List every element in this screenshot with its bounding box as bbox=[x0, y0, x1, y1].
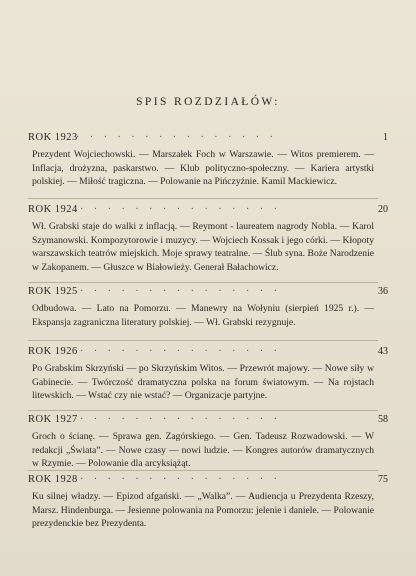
dot-leader: · · · · · · · · · · · · · · · bbox=[80, 414, 281, 425]
toc-entry-header bbox=[28, 204, 388, 218]
toc-entry-header bbox=[28, 346, 388, 360]
toc-entry-1928 bbox=[28, 474, 388, 531]
toc-year-label: ROK 1923 bbox=[28, 132, 78, 143]
section-divider bbox=[28, 340, 378, 341]
toc-page-number: 20 bbox=[378, 204, 388, 215]
dot-leader: · · · · · · · · · · · · · · · bbox=[80, 474, 281, 485]
toc-entry-1925 bbox=[28, 286, 388, 329]
toc-entry-header bbox=[28, 474, 388, 488]
toc-entry-1924 bbox=[28, 204, 388, 274]
toc-page-number: 43 bbox=[378, 346, 388, 357]
toc-entry-header bbox=[28, 414, 388, 428]
toc-entry-header bbox=[28, 286, 388, 300]
toc-entry-header bbox=[28, 132, 388, 146]
section-divider bbox=[28, 198, 378, 199]
page-heading: SPIS ROZDZIAŁÓW: bbox=[136, 96, 280, 108]
dot-leader: · · · · · · · · · · · · · · · bbox=[80, 204, 281, 215]
dot-leader: · · · · · · · · · · · · · · · bbox=[80, 286, 281, 297]
toc-entry-description: Groch o ścianę. — Sprawa gen. Zagórskiego. — Gen. Tadeusz Rozwadowski. — W redakcji „Świata”. — Nowe czasy — nowi ludzie. — Kongres autorów dramatycznych w Rzymie. — Polowanie dla arcyksiążąt. bbox=[32, 431, 374, 470]
toc-page-number: 1 bbox=[383, 132, 388, 143]
toc-page-number: 58 bbox=[378, 414, 388, 425]
toc-entry-description: Ku silnej władzy. — Epizod afgański. — „Walka”. — Audiencja u Prezydenta Rzeszy, Marsz. Hindenburga. — Jesienne polowania na Pomorzu: jelenie i daniele. — Polowanie prezydenckie bez Prezydenta. bbox=[32, 491, 374, 530]
toc-entry-description: Po Grabskim Skrzyński — po Skrzyńskim Witos. — Przewrót majowy. — Nowe siły w Gabinecie. — Twórczość dramatyczna polska na forum światowym. — Na rojstach litewskich. — Wstać czy nie wstać? — Organizacje partyjne. bbox=[32, 363, 374, 402]
toc-entry-1923 bbox=[28, 132, 388, 189]
toc-year-label: ROK 1924 bbox=[28, 204, 78, 215]
toc-entry-description: Prezydent Wojciechowski. — Marszałek Foch w Warszawie. — Witos premierem. — Inflacja, drożyzna, paskarstwo. — Klub polityczno-społeczny. — Kariera artystki polskiej. — Miłość tragiczna. — Polowanie na Pińczyźnie. Kamil Mackiewicz. bbox=[32, 149, 374, 188]
toc-year-label: ROK 1927 bbox=[28, 414, 78, 425]
toc-entry-1926 bbox=[28, 346, 388, 403]
toc-entry-1927 bbox=[28, 414, 388, 471]
dot-leader: · · · · · · · · · · · · · · · bbox=[80, 346, 281, 357]
toc-year-label: ROK 1928 bbox=[28, 474, 78, 485]
section-divider bbox=[28, 410, 378, 411]
dot-leader: · · · · · · · · · · · · · · · bbox=[76, 132, 277, 143]
toc-entry-description: Wł. Grabski staje do walki z inflacją. — Reymont - laureatem nagrody Nobla. — Karol Szymanowski. Kompozytorowie i muzycy. — Wojciech Kossak i jego córki. — Kłopoty warszawskich teatrów miejskich. Moje sprawy teatralne. — Ślub syna. Boże Narodzenie w Zakopanem. — Głuszce w Białowieży. Generał Bałachowicz. bbox=[32, 221, 374, 273]
toc-year-label: ROK 1925 bbox=[28, 286, 78, 297]
section-divider bbox=[28, 470, 378, 471]
toc-page-number: 36 bbox=[378, 286, 388, 297]
toc-page-number: 75 bbox=[378, 474, 388, 485]
toc-year-label: ROK 1926 bbox=[28, 346, 78, 357]
toc-entry-description: Odbudowa. — Lato na Pomorzu. — Manewry na Wołyniu (sierpień 1925 r.). — Ekspansja zagraniczna literatury polskiej. — Wł. Grabski rezygnuje. bbox=[32, 303, 374, 328]
section-divider bbox=[28, 282, 378, 283]
